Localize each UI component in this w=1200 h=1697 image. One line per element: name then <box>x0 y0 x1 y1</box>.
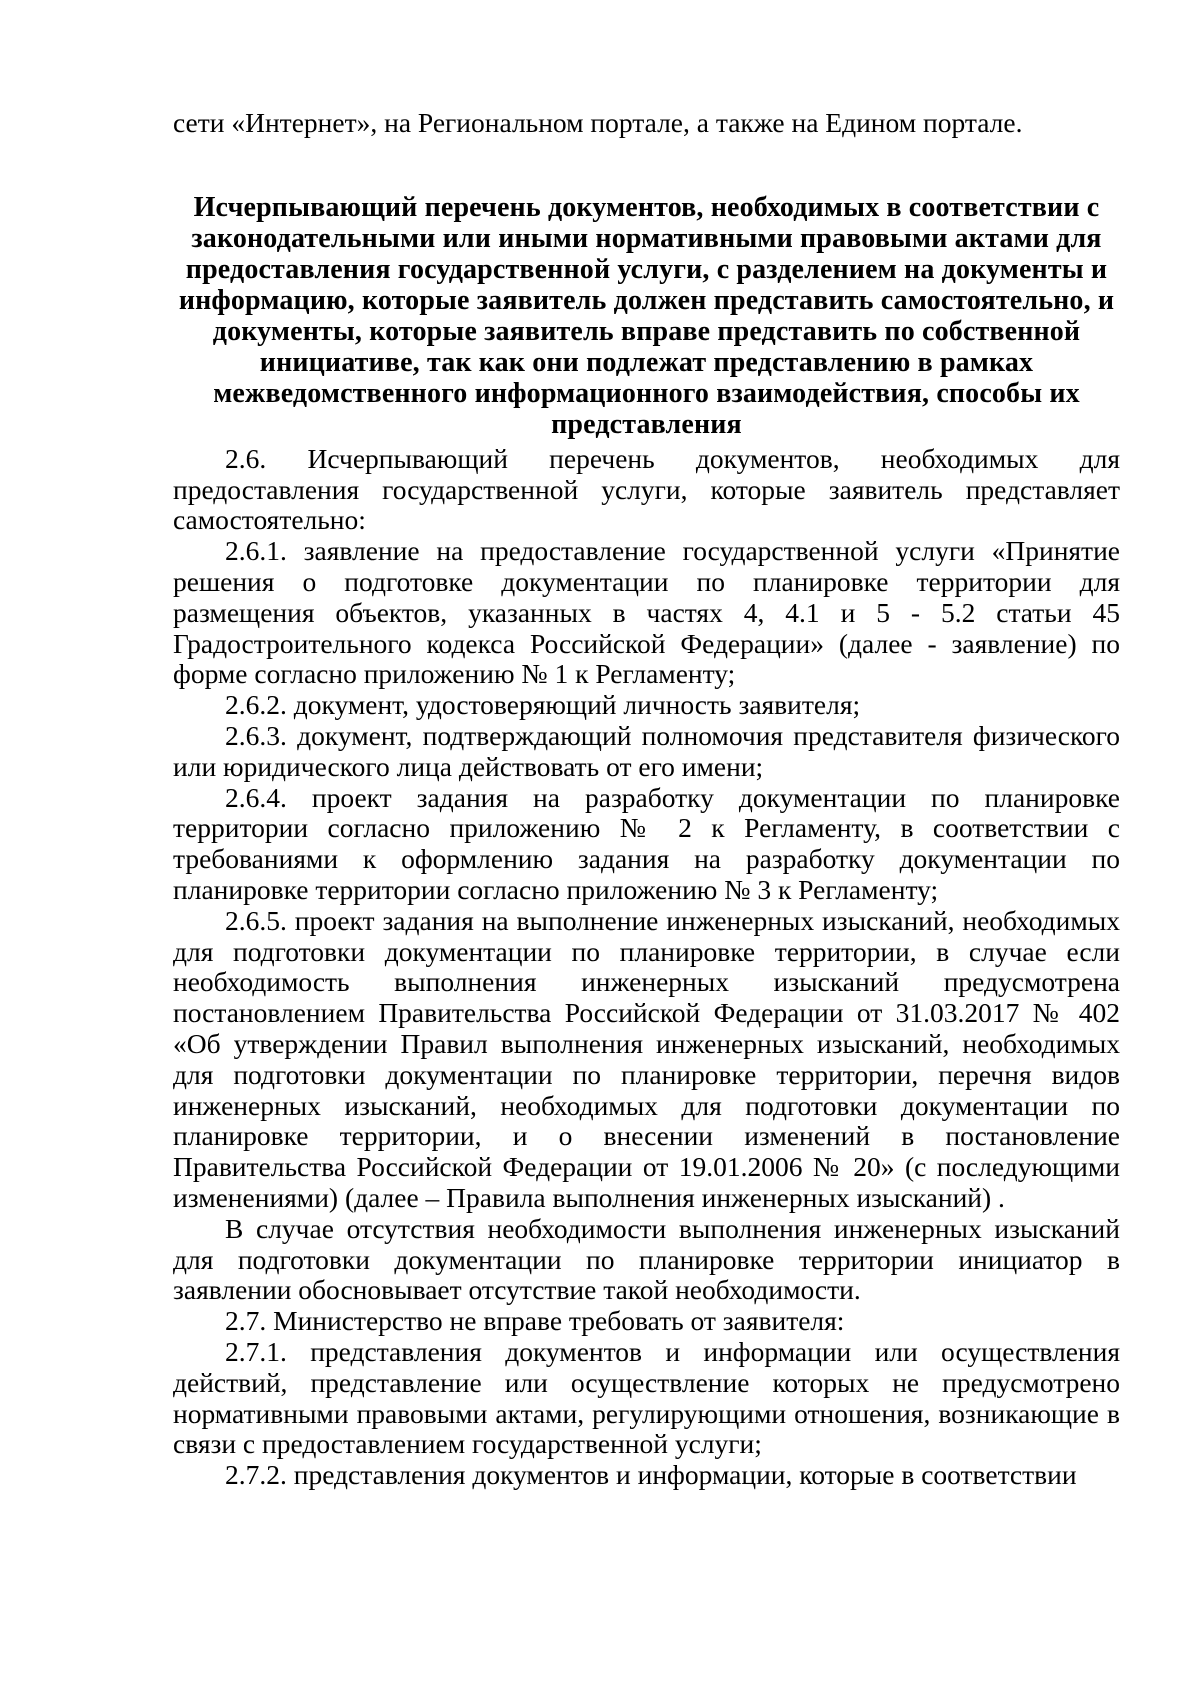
heading-line: предоставления государственной услуги, с разделением на документы и <box>185 253 1108 285</box>
paragraph-2-6-3: 2.6.3. документ, подтверждающий полномочия представителя физического или юридического лица действовать от его имени; <box>173 719 1120 782</box>
top-line: сети «Интернет», на Региональном портале, а также на Едином портале. <box>173 107 1023 138</box>
paragraph-2-7-2: 2.7.2. представления документов и информации, которые в соответствии <box>225 1459 1077 1491</box>
heading-line: представления <box>551 408 742 440</box>
section-heading <box>173 192 1120 440</box>
paragraph-2-7: 2.7. Министерство не вправе требовать от заявителя: <box>225 1305 845 1337</box>
paragraph-2-6-5: 2.6.5. проект задания на выполнение инженерных изысканий, необходимых для подготовки документации по планировке территории, в случае если необходимость выполнения инженерных изысканий предусмотрена постановлением Правительства Российской Федерации от 31.03.2017 № 402 «Об утверждении Правил выполнения инженерных изысканий, необходимых для подготовки документации по планировке территории, перечня видов инженерных изысканий, необходимых для подготовки документации по планировке территории, и о внесении изменений в постановление Правительства Российской Федерации от 19.01.2006 № 20» (с последующими изменениями) (далее – Правила выполнения инженерных изысканий) . <box>173 904 1120 1213</box>
paragraph-2-6-2: 2.6.2. документ, удостоверяющий личность заявителя; <box>225 689 861 721</box>
paragraph-no-surveys: В случае отсутствия необходимости выполнения инженерных изысканий для подготовки документации по планировке территории инициатор в заявлении обосновывает отсутствие такой необходимости. <box>173 1212 1120 1306</box>
heading-line: инициативе, так как они подлежат представлению в рамках <box>259 346 1034 378</box>
heading-line: Исчерпывающий перечень документов, необходимых в соответствии с <box>193 191 1100 223</box>
heading-line: информацию, которые заявитель должен представить самостоятельно, и <box>178 284 1115 316</box>
heading-line: документы, которые заявитель вправе представить по собственной <box>212 315 1081 347</box>
body-text <box>173 444 1120 1491</box>
paragraph-2-6: 2.6. Исчерпывающий перечень документов, необходимых для предоставления государственной услуги, которые заявитель представляет самостоятельно: <box>173 442 1120 536</box>
paragraph-2-6-4: 2.6.4. проект задания на разработку документации по планировке территории согласно приложению № 2 к Регламенту, в соответствии с требованиями к оформлению задания на разработку документации по планировке территории согласно приложению № 3 к Регламенту; <box>173 781 1120 905</box>
heading-line: межведомственного информационного взаимодействия, способы их <box>213 377 1080 409</box>
document-page <box>173 108 1120 1491</box>
paragraph-2-7-1: 2.7.1. представления документов и информации или осуществления действий, представление или осуществление которых не предусмотрено нормативными правовыми актами, регулирующими отношения, возникающие в связи с предоставлением государственной услуги; <box>173 1335 1120 1460</box>
heading-line: законодательными или иными нормативными правовыми актами для <box>191 222 1102 254</box>
paragraph-2-6-1: 2.6.1. заявление на предоставление государственной услуги «Принятие решения о подготовке документации по планировке территории для размещения объектов, указанных в частях 4, 4.1 и 5 - 5.2 статьи 45 Градостроительного кодекса Российской Федерации» (далее - заявление) по форме согласно приложению № 1 к Регламенту; <box>173 535 1120 690</box>
